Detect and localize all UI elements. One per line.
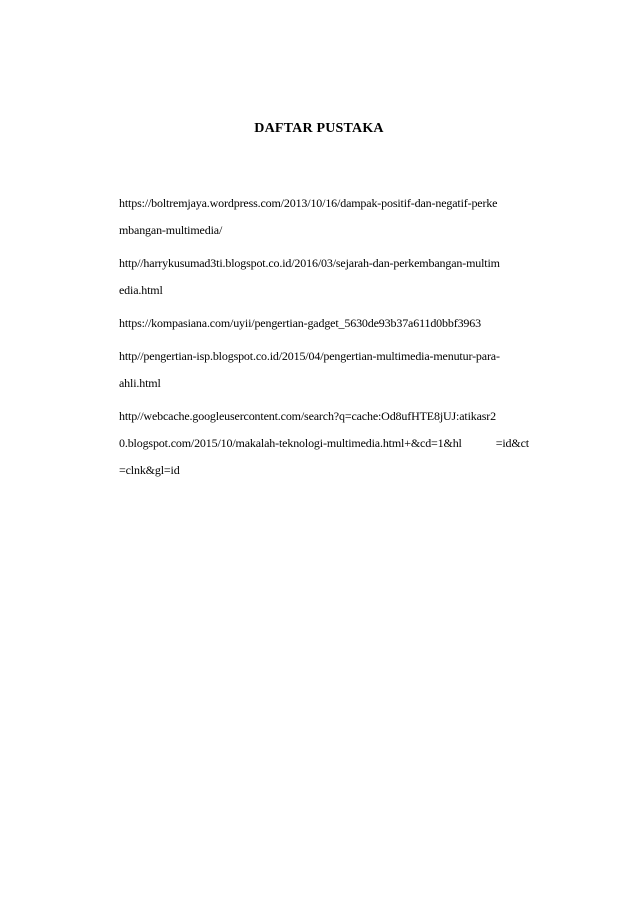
reference-text: https://boltremjaya.wordpress.com/2013/10/16/dampak-positif-dan-negatif-perke: [119, 196, 498, 210]
reference-text: =id&ct: [495, 436, 529, 450]
reference-item: [119, 190, 539, 244]
reference-item: [119, 403, 539, 484]
reference-text: http//webcache.googleusercontent.com/search?q=cache:Od8ufHTE8jUJ:atikasr2: [119, 409, 497, 423]
reference-text: http//harrykusumad3ti.blogspot.co.id/2016/03/sejarah-dan-perkembangan-multim: [119, 256, 500, 270]
reference-text: http//pengertian-isp.blogspot.co.id/2015/04/pengertian-multimedia-menutur-para-: [119, 349, 500, 363]
reference-item: [119, 250, 539, 304]
reference-text-row: [119, 430, 539, 457]
reference-item: [119, 310, 539, 337]
reference-list: [119, 190, 539, 490]
reference-text: https://kompasiana.com/uyii/pengertian-gadget_5630de93b37a611d0bbf3963: [119, 316, 481, 330]
reference-text: mbangan-multimedia/: [119, 223, 223, 237]
reference-text: ahli.html: [119, 376, 161, 390]
reference-text: 0.blogspot.com/2015/10/makalah-teknologi-multimedia.html+&cd=1&hl: [119, 436, 462, 450]
reference-text: =clnk&gl=id: [119, 463, 180, 477]
reference-item: [119, 343, 539, 397]
reference-text: edia.html: [119, 283, 163, 297]
page-title: DAFTAR PUSTAKA: [254, 121, 384, 136]
